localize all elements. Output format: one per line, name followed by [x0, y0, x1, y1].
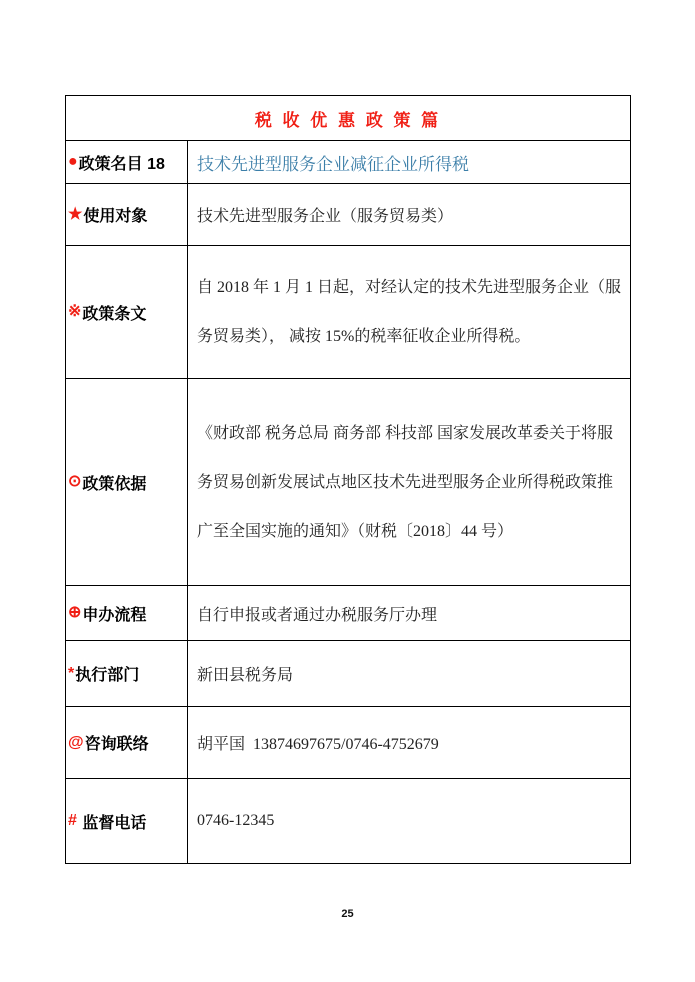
circled-plus-icon: ⊕ — [68, 604, 82, 621]
row-label: 政策条文 — [82, 305, 147, 323]
hash-icon: # — [68, 812, 77, 829]
policy-text-value: 自 2018 年 1 月 1 日起，对经认定的技术先进型服务企业（服务贸易类）， 减按 15%的税率征收企业所得税。 — [197, 279, 622, 345]
label-cell — [66, 141, 188, 183]
table-row-policy-name — [66, 141, 630, 184]
page-number: 25 — [341, 908, 354, 920]
table-row-procedure — [66, 586, 630, 641]
at-sign-icon: @ — [68, 733, 84, 751]
policy-table — [65, 95, 631, 864]
row-label: 使用对象 — [83, 208, 148, 225]
table-row-department — [66, 641, 630, 707]
label-cell — [66, 641, 188, 706]
label-cell — [66, 779, 188, 863]
label-cell — [66, 707, 188, 778]
star-icon: ★ — [68, 205, 83, 223]
policy-name-value: 技术先进型服务企业减征企业所得税 — [197, 154, 469, 174]
row-label: 申办流程 — [82, 606, 147, 624]
asterisk-icon: * — [68, 664, 75, 682]
page-title: 税 收 优 惠 政 策 篇 — [254, 110, 442, 130]
target-value: 技术先进型服务企业（服务贸易类） — [197, 208, 454, 225]
label-cell — [66, 184, 188, 245]
label-cell — [66, 246, 188, 378]
table-row-contact — [66, 707, 630, 779]
table-row-policy-text — [66, 246, 630, 379]
procedure-value: 自行申报或者通过办税服务厅办理 — [197, 606, 438, 624]
table-row-supervision-phone — [66, 779, 630, 863]
value-cell — [188, 779, 630, 863]
row-label: 政策依据 — [82, 475, 147, 493]
contact-value: 胡平国 13874697675/0746-4752679 — [197, 736, 439, 753]
policy-basis-value: 《财政部 税务总局 商务部 科技部 国家发展改革委关于将服务贸易创新发展试点地区技术先进型服务企业所得税政策推广至全国实施的通知》（财税〔2018〕44 号） — [197, 424, 614, 540]
table-row-policy-basis — [66, 379, 630, 586]
circled-dot-icon: ⊙ — [68, 473, 82, 490]
table-row-target — [66, 184, 630, 246]
row-label: 执行部门 — [75, 667, 140, 684]
label-cell — [66, 586, 188, 640]
value-cell — [188, 586, 630, 640]
reference-mark-icon: ※ — [68, 303, 82, 320]
row-label: 咨询联络 — [84, 736, 149, 753]
value-cell — [188, 641, 630, 706]
value-cell — [188, 707, 630, 778]
value-cell — [188, 246, 630, 378]
value-cell — [188, 184, 630, 245]
supervision-phone-value: 0746-12345 — [197, 812, 275, 829]
department-value: 新田县税务局 — [197, 667, 294, 684]
value-cell — [188, 141, 630, 183]
table-title-row — [66, 96, 630, 141]
row-label: 监督电话 — [77, 814, 147, 832]
bullet-icon: ● — [68, 153, 78, 170]
label-cell — [66, 379, 188, 585]
row-label: 政策名目 18 — [78, 155, 165, 173]
value-cell — [188, 379, 630, 585]
